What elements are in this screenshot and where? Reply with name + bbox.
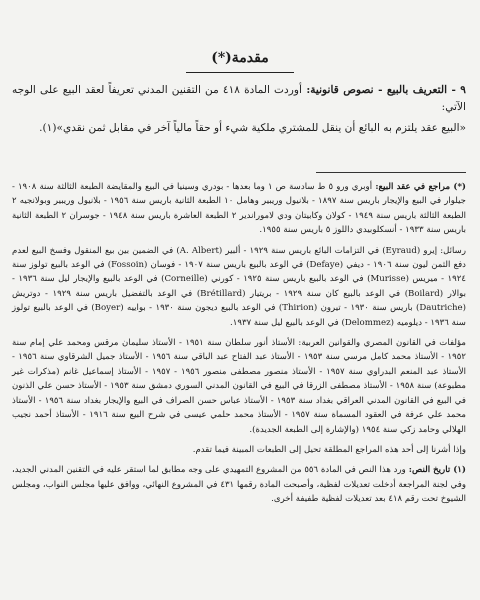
intro-section xyxy=(12,82,466,141)
theses-text: في الوعد بالبيع باريس سنة ١٩٠٧ - فوسان xyxy=(147,260,307,271)
latin-name: (Brétillard) xyxy=(196,288,246,299)
theses-text: في الوعد بالبيع والإيجار ليل سنة ١٩٣٦ - بوالار xyxy=(12,274,466,299)
theses-text: في الوعد بالبيع ليل سنة ١٩٣٧. xyxy=(230,317,342,328)
footnote-arabic-works: مؤلفات في القانون المصري والقوانين العربية: الأستاذ أنور سلطان سنة ١٩٥١ - الأستاذ سليمان مرقس ومحمد علي إمام سنة ١٩٥٢ - الأستاذ محمد كامل مرسي سنة ١٩٥٣ - الأستاذ عبد الفتاح عبد الباقي سنة ١٩٥٦ - الأستاذ جميل الشرقاوي سنة ١٩٥٦ - الأستاذ عبد المنعم البدراوي سنة ١٩٥٧ - الأستاذ منصور مصطفى منصور ١٩٥٦ - ١٩٥٧ - الأستاذ إسماعيل غانم (مذكرات غير مطبوعة) سنة ١٩٥٨ - الأستاذ مصطفى الزرقا في البيع في القانون المدني السوري دمشق سنة ١٩٥٣ - الأستاذ حسن علي الذنون في البيع في القانون المدني العراقي بغداد سنة ١٩٥٣ - الأستاذ عباس حسن الصراف في البيع والإيجار بغداد سنة ١٩٥٦ - الأستاذ محمد علي عرفة في العقود المسماة سنة ١٩٥٧ - الأستاذ محمد حلمي عيسى في شرح البيع سنة ١٩١٦ - الأستاذ أحمد نجيب الهلالي وحامد زكي سنة ١٩٥٤ (والإشارة إلى الطبعة الجديدة). xyxy=(12,338,467,435)
theses-text: في الوعد بالبيع كان سنة ١٩٢٩ - بريتيار xyxy=(245,288,405,299)
latin-name: (Eyraud) xyxy=(382,245,421,256)
latin-name: (Defaye) xyxy=(306,260,344,271)
footnote-separator xyxy=(316,172,466,173)
theses-text: في الوعد بالبيع باريس سنة ١٩٢٥ - كورني xyxy=(207,274,368,285)
footnote-editions-note: وإذا أشرنا إلى أحد هذه المراجع المطلقة تحيل إلى الطبعات المبينة فيما تقدم. xyxy=(192,444,466,455)
intro-paragraph-2: «البيع عقد يلتزم به البائع أن ينقل للمشتري ملكية شيء أو حقاً مالياً آخر في مقابل ثمن نقدي»(١). xyxy=(39,122,466,134)
latin-name: (Thirion) xyxy=(278,303,318,314)
theses-text: في الوعد بالبيع تولوز سنة ١٩٢٤ - ميريس xyxy=(12,260,466,285)
theses-text: في الوعد بالبيع ديجون سنة ١٩٣٠ - بواييه xyxy=(123,303,279,314)
theses-text: في الوعد بالبيع تولوز سنة ١٩٣٦ - ديلوميه xyxy=(12,303,466,328)
latin-name: (Dautriche) xyxy=(416,303,466,314)
intro-text-1: أوردت المادة ٤١٨ من التقنين المدني تعريفاً لعقد البيع على الوجه الآتي: xyxy=(12,84,466,113)
latin-name: (Corneille) xyxy=(161,274,208,285)
latin-name: (Boyer) xyxy=(91,303,124,314)
footnote-theses xyxy=(12,244,466,330)
footnote-history-lead: (١) تاريخ النص: xyxy=(405,465,466,476)
theses-text: في الوعد بالتفضيل باريس سنة ١٩٢٩ - دوتريش xyxy=(12,288,197,299)
intro-paragraph-1 xyxy=(12,82,466,116)
theses-text: رسائل: إيرو xyxy=(420,245,466,256)
theses-text: في التزامات البائع باريس سنة ١٩٢٩ - ألبير xyxy=(222,245,383,256)
theses-text: في الضمين بين بيع المنقول وفسخ البيع لعدم دفع الثمن ليون سنة ١٩٠٦ - ديفي xyxy=(12,245,467,271)
footnote-text-history xyxy=(12,463,466,506)
title-underline xyxy=(186,72,294,73)
latin-name: (Murisse) xyxy=(367,274,409,285)
latin-name: (Boilard) xyxy=(404,288,444,299)
footnote-references-text: أوبري ورو ٥ ط سادسة ص ١ وما بعدها - بودري وسينيا في البيع والمقايضة الطبعة الثالثة سنة ١٩٠٨ - جيلوار في البيع والإيجار باريس سنة ١٨٩٧ - بلانيول وريبير وهامل ١٠ الطبعة الثانية باريس سنة ١٩٥٦ - بلانيول وريبير وبولانجيه ٢ الطبعة الثالثة باريس سنة ١٩٤٩ - كولان وكابيتان ودي لاموراندير ٢ الطبعة العاشرة باريس سنة ١٩٤٨ - جوسران ٢ الطبعة الثانية باريس سنة ١٩٣٣ - أنسكلوبيدي داللوز ٥ باريس سنة ١٩٥٥. xyxy=(12,182,466,236)
footnote-references-lead: (*) مراجع في عقد البيع: xyxy=(372,182,467,192)
latin-name: (Fossoin) xyxy=(107,260,148,271)
theses-text: باريس سنة ١٩٣٠ - تيرون xyxy=(317,303,416,314)
latin-name: (Delommez) xyxy=(341,317,394,328)
footnote-references xyxy=(12,180,466,238)
footnotes xyxy=(12,180,466,513)
latin-name: (A. Albert) xyxy=(176,245,223,256)
footnote-history-text: ورد هذا النص في المادة ٥٥٦ من المشروع التمهيدي على وجه مطابق لما استقر عليه في التقنين المدني الجديد، وفي لجنة المراجعة أدخلت تعديلات لفظية، وأصبحت المادة رقمها ٤٣١ في المشروع النهائي، ووافق عليها مجلس النواب، ومجلس الشيوخ تحت رقم ٤١٨ بعد تعديلات لفظية طفيفة أخرى. xyxy=(12,465,466,505)
section-heading: ٩ - التعريف بالبيع - نصوص قانونية: xyxy=(301,84,466,96)
page-title: مقدمة(*) xyxy=(211,50,269,66)
